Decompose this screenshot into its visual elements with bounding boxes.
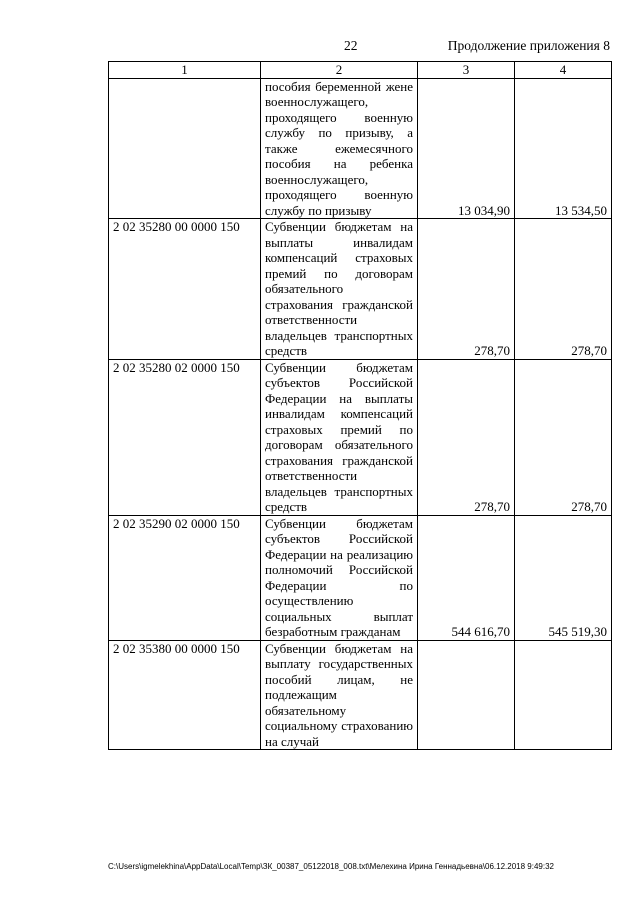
budget-code-cell: 2 02 35290 02 0000 150 [109,515,261,640]
table-header-row [109,62,612,79]
description-line: также ежемесячного [265,140,413,156]
description-line: страхования [265,296,334,312]
description-line: пособий лицам, не [265,671,413,687]
amount-col3-cell: 278,70 [418,219,515,360]
table-row [109,640,612,750]
description-line: социальному [265,718,338,733]
budget-code-cell: 2 02 35380 00 0000 150 [109,640,261,750]
description-line: транспортных средств [265,327,413,358]
file-path-footer: C:\Users\igmelekhina\AppData\Local\Temp\ЗК_00387_05122018_008.txt\Мелехина Ирина Геннадьевна\06.12.2018 9:49:32 [108,862,554,871]
table-row [109,359,612,515]
description-line: Федерации на [265,546,343,562]
description-line: Российской Федерации [265,562,413,593]
description-cell [261,640,418,750]
appendix-continuation-note: Продолжение приложения 8 [447,38,610,53]
table-row [109,515,612,640]
description-line: Субвенции бюджетам [265,515,413,531]
description-line: проходящего военную [265,187,413,202]
amount-col3-cell [418,640,515,750]
description-line: владельцев [265,327,327,343]
description-line: обязательному [265,702,347,718]
description-line: социальных выплат [265,608,413,624]
description-line: пособия на ребенка [265,156,413,171]
budget-code-cell: 2 02 35280 02 0000 150 [109,359,261,515]
description-line: гражданской [342,452,413,468]
amount-col3-cell: 13 034,90 [418,78,515,219]
description-line: подлежащим [265,687,337,702]
description-line: службу по призыву [265,202,372,218]
description-line: пособия беременной [265,78,382,94]
description-line: владельцев [265,483,327,499]
description-line: службу по призыву, а [265,125,413,140]
amount-col4-cell: 278,70 [515,359,612,515]
table-row [109,219,612,360]
description-line: субъектов Российской [265,375,413,390]
description-line: проходящего военную [265,109,413,125]
column-header: 4 [515,62,612,79]
column-header: 3 [418,62,515,79]
description-line: договорам [265,437,323,452]
budget-code-cell [109,78,261,219]
amount-col3-cell: 278,70 [418,359,515,515]
amount-col4-cell [515,640,612,750]
description-line: обязательного [334,437,413,452]
description-line: премий по договорам [265,265,413,281]
page-number: 22 [344,38,358,53]
description-line: по осуществлению [265,577,413,608]
description-line: обязательного [265,281,344,296]
description-line: страхованию на случай [265,718,413,749]
table-row [109,78,612,219]
amount-col4-cell: 545 519,30 [515,515,612,640]
description-cell [261,78,418,219]
budget-table [108,61,612,750]
amount-col4-cell: 13 534,50 [515,78,612,219]
description-line: ответственности [265,468,358,483]
description-line: Субвенции бюджетам на [265,219,413,234]
description-line: ответственности [265,312,358,327]
description-line: безработным гражданам [265,624,401,639]
description-line: гражданской [342,296,413,312]
description-line: военнослужащего, [265,171,369,187]
description-line: Субвенции бюджетам [265,359,413,375]
description-cell [261,359,418,515]
description-line: компенсаций страховых [265,250,413,265]
column-header: 2 [261,62,418,79]
description-line: транспортных средств [265,483,413,514]
description-cell [261,515,418,640]
amount-col3-cell: 544 616,70 [418,515,515,640]
description-line: инвалидам компенсаций [265,406,413,421]
column-header: 1 [109,62,261,79]
description-line: выплаты инвалидам [265,234,413,250]
description-line: выплату [265,656,311,671]
description-line: страхования [265,452,334,468]
description-line: субъектов Российской [265,531,413,546]
description-line: страховых премий по [265,421,413,437]
description-line: Субвенции бюджетам на [265,640,413,656]
description-cell [261,219,418,360]
description-line: жене военнослужащего, [265,78,414,109]
description-line: государственных [318,656,413,671]
budget-code-cell: 2 02 35280 00 0000 150 [109,219,261,360]
description-line: Федерации на выплаты [265,390,413,406]
amount-col4-cell: 278,70 [515,219,612,360]
description-line: реализацию полномочий [265,546,414,577]
